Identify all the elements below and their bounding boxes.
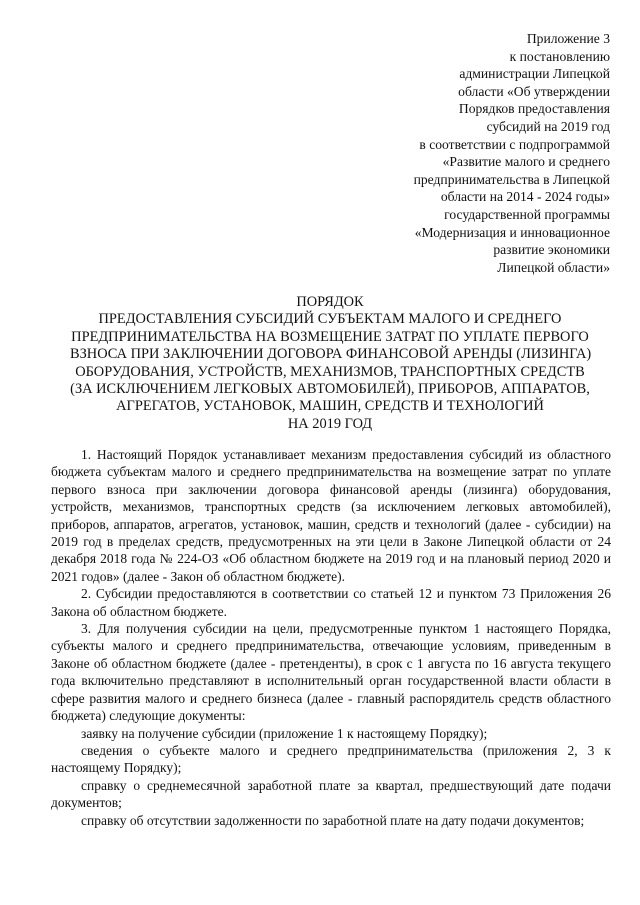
appendix-line: области на 2014 - 2024 годы» xyxy=(440,189,610,205)
paragraph: 1. Настоящий Порядок устанавливает механизм предоставления субсидий из областного бюджета субъектам малого и среднего предпринимательства на возмещение затрат по уплате первого взноса при заключении договора финансовой аренды (лизинга) оборудования, устройств, механизмов, транспортных средств (за исключением легковых автомобилей), приборов, аппаратов, агрегатов, установок, машин, средств и технологий (далее - субсидии) на 2019 год в пределах средств, предусмотренных на эти цели в Законе Липецкой области от 24 декабря 2018 года № 224-ОЗ «Об областном бюджете на 2019 год и на плановый период 2020 и 2021 годов» (далее - Закон об областном бюджете). xyxy=(51,447,611,584)
title-line: НА 2019 ГОД xyxy=(287,415,373,432)
appendix-line: в соответствии с подпрограммой xyxy=(419,136,610,152)
appendix-header xyxy=(340,30,610,276)
appendix-line: области «Об утверждении xyxy=(458,83,610,99)
document-title xyxy=(70,294,590,433)
title-line: АГРЕГАТОВ, УСТАНОВОК, МАШИН, СРЕДСТВ И ТЕХНОЛОГИЙ xyxy=(116,398,544,415)
document-body xyxy=(51,446,611,829)
appendix-line: Липецкой области» xyxy=(497,259,610,275)
paragraph: 3. Для получения субсидии на цели, предусмотренные пунктом 1 настоящего Порядка, субъекты малого и среднего предпринимательства, отвечающие условиям, приведенным в Законе об областном бюджете (далее - претенденты), в срок с 1 августа по 16 августа текущего года включительно представляют в исполнительный орган государственной власти области в сфере развития малого и среднего бизнеса (далее - главный распорядитель средств областного бюджета) следующие документы: xyxy=(51,621,611,724)
appendix-line: «Развитие малого и среднего xyxy=(442,154,610,170)
appendix-line: Порядков предоставления xyxy=(458,101,610,117)
paragraph: справку о среднемесячной заработной плате за квартал, предшествующий дате подачи документов; xyxy=(51,777,611,811)
title-line: (ЗА ИСКЛЮЧЕНИЕМ ЛЕГКОВЫХ АВТОМОБИЛЕЙ), ПРИБОРОВ, АППАРАТОВ, xyxy=(70,381,590,398)
title-line: ВЗНОСА ПРИ ЗАКЛЮЧЕНИИ ДОГОВОРА ФИНАНСОВОЙ АРЕНДЫ (ЛИЗИНГА) xyxy=(70,346,592,363)
appendix-line: государственной программы xyxy=(444,206,610,222)
appendix-line: субсидий на 2019 год xyxy=(486,118,610,134)
paragraph: 2. Субсидии предоставляются в соответствии со статьей 12 и пунктом 73 Приложения 26 Закона об областном бюджете. xyxy=(51,586,611,619)
paragraph: заявку на получение субсидии (приложение 1 к настоящему Порядку); xyxy=(81,725,488,741)
title-line: ПРЕДОСТАВЛЕНИЯ СУБСИДИЙ СУБЪЕКТАМ МАЛОГО И СРЕДНЕГО xyxy=(98,311,562,328)
appendix-line: развитие экономики xyxy=(493,242,610,258)
appendix-line: предпринимательства в Липецкой xyxy=(413,171,610,187)
appendix-line: «Модернизация и инновационное xyxy=(414,224,610,240)
title-line: ОБОРУДОВАНИЯ, УСТРОЙСТВ, МЕХАНИЗМОВ, ТРАНСПОРТНЫХ СРЕДСТВ xyxy=(75,363,585,380)
paragraph: справку об отсутствии задолженности по заработной плате на дату подачи документов; xyxy=(81,812,585,828)
appendix-line: администрации Липецкой xyxy=(459,66,610,82)
title-line: ПРЕДПРИНИМАТЕЛЬСТВА НА ВОЗМЕЩЕНИЕ ЗАТРАТ ПО УПЛАТЕ ПЕРВОГО xyxy=(71,328,589,345)
paragraph: сведения о субъекте малого и среднего предпринимательства (приложения 2, 3 к настоящему Порядку); xyxy=(51,742,611,776)
appendix-line: Приложение 3 xyxy=(526,31,610,46)
title-line: ПОРЯДОК xyxy=(296,294,364,310)
appendix-line: к постановлению xyxy=(509,48,610,64)
